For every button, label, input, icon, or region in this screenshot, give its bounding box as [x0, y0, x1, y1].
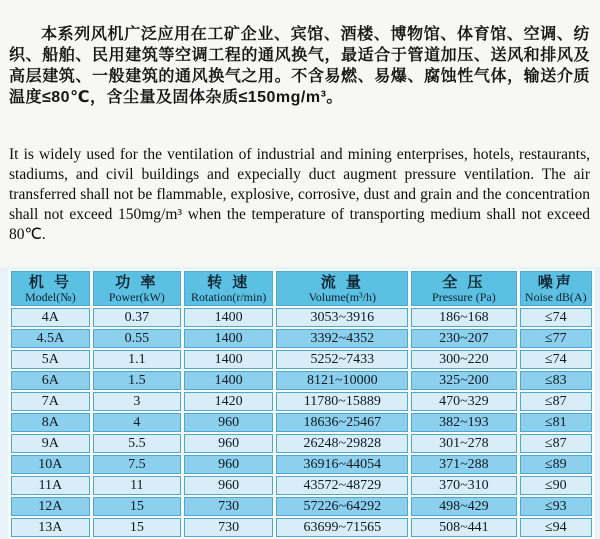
cell-rotation: 960: [184, 455, 273, 474]
col-header-volume-cn: 流 量: [320, 274, 364, 291]
cell-noise: ≤87: [520, 392, 592, 411]
cell-volume: 26248~29828: [276, 434, 408, 453]
cell-pressure: 186~168: [411, 308, 516, 327]
cell-model: 5A: [11, 350, 90, 369]
cell-noise: ≤81: [520, 413, 592, 432]
cell-rotation: 1400: [184, 350, 273, 369]
cell-noise: ≤89: [520, 455, 592, 474]
cell-model: 8A: [11, 413, 90, 432]
spec-table-panel: [0, 267, 600, 539]
cell-noise: ≤90: [520, 476, 592, 495]
cell-volume: 11780~15889: [276, 392, 408, 411]
col-header-volume: [276, 271, 408, 306]
col-header-model-en: Model(№): [24, 290, 76, 304]
cell-model: 4A: [11, 308, 90, 327]
col-header-power-en: Power(kW): [108, 290, 165, 304]
cell-volume: 63699~71565: [276, 518, 408, 537]
table-row: [11, 413, 592, 432]
cell-power: 7.5: [93, 455, 181, 474]
table-row: [11, 455, 592, 474]
col-header-pressure-cn: 全 压: [442, 274, 486, 291]
cell-power: 15: [93, 497, 181, 516]
cell-power: 5.5: [93, 434, 181, 453]
cell-pressure: 382~193: [411, 413, 516, 432]
cell-power: 15: [93, 518, 181, 537]
cell-rotation: 960: [184, 434, 273, 453]
spec-table-body: [11, 308, 592, 537]
col-header-power: [93, 271, 181, 306]
cell-pressure: 370~310: [411, 476, 516, 495]
cell-power: 3: [93, 392, 181, 411]
cell-volume: 8121~10000: [276, 371, 408, 390]
cell-rotation: 1400: [184, 371, 273, 390]
cell-model: 12A: [11, 497, 90, 516]
table-row: [11, 518, 592, 537]
cell-volume: 43572~48729: [276, 476, 408, 495]
cell-power: 1.1: [93, 350, 181, 369]
cell-noise: ≤93: [520, 497, 592, 516]
cell-model: 13A: [11, 518, 90, 537]
cell-power: 0.55: [93, 329, 181, 348]
col-header-rotation-cn: 转 速: [207, 274, 251, 291]
table-row: [11, 308, 592, 327]
cell-pressure: 498~429: [411, 497, 516, 516]
spec-table-header: [11, 271, 592, 306]
cell-model: 10A: [11, 455, 90, 474]
cell-pressure: 230~207: [411, 329, 516, 348]
table-row: [11, 476, 592, 495]
col-header-noise-cn: 噪声: [537, 274, 574, 291]
col-header-rotation-en: Rotation(r/min): [191, 290, 267, 304]
table-row: [11, 497, 592, 516]
cell-volume: 18636~25467: [276, 413, 408, 432]
cell-pressure: 470~329: [411, 392, 516, 411]
cell-pressure: 325~200: [411, 371, 516, 390]
cell-rotation: 960: [184, 476, 273, 495]
cell-rotation: 730: [184, 518, 273, 537]
table-row: [11, 371, 592, 390]
cell-volume: 3053~3916: [276, 308, 408, 327]
cell-noise: ≤94: [520, 518, 592, 537]
cell-pressure: 371~288: [411, 455, 516, 474]
cell-noise: ≤77: [520, 329, 592, 348]
cell-model: 9A: [11, 434, 90, 453]
table-row: [11, 350, 592, 369]
cell-volume: 3392~4352: [276, 329, 408, 348]
cell-rotation: 1400: [184, 329, 273, 348]
cell-power: 0.37: [93, 308, 181, 327]
col-header-pressure-en: Pressure (Pa): [432, 290, 496, 304]
cell-model: 11A: [11, 476, 90, 495]
cell-pressure: 508~441: [411, 518, 516, 537]
col-header-noise-en: Noise dB(A): [524, 290, 587, 304]
cell-model: 4.5A: [11, 329, 90, 348]
cell-rotation: 960: [184, 413, 273, 432]
cell-noise: ≤83: [520, 371, 592, 390]
cell-volume: 36916~44054: [276, 455, 408, 474]
cell-power: 11: [93, 476, 181, 495]
table-row: [11, 392, 592, 411]
cell-pressure: 300~220: [411, 350, 516, 369]
col-header-volume-en: Volume(m³/h): [308, 290, 376, 304]
cell-rotation: 1420: [184, 392, 273, 411]
col-header-rotation: [184, 271, 273, 306]
cell-volume: 57226~64292: [276, 497, 408, 516]
cell-rotation: 730: [184, 497, 273, 516]
col-header-model-cn: 机 号: [28, 274, 72, 291]
cell-volume: 5252~7433: [276, 350, 408, 369]
cell-power: 4: [93, 413, 181, 432]
cell-noise: ≤87: [520, 434, 592, 453]
table-row: [11, 434, 592, 453]
header-row: [11, 271, 592, 306]
cell-rotation: 1400: [184, 308, 273, 327]
cell-model: 6A: [11, 371, 90, 390]
col-header-noise: [520, 271, 592, 306]
cell-model: 7A: [11, 392, 90, 411]
cell-power: 1.5: [93, 371, 181, 390]
col-header-model: [11, 271, 90, 306]
intro-english: It is widely used for the ventilation of industrial and mining enterprises, hotels, restaurants, stadiums, and civil buildings and expecially duct augment pressure ventilation. The air transferred shall not be flammable, explosive, corrosive, dust and grain and the concentration shall not exceed 150mg/m³ when the temperature of transporting medium shall not exceed 80℃.: [9, 145, 590, 243]
col-header-power-cn: 功 率: [115, 274, 159, 291]
cell-noise: ≤74: [520, 308, 592, 327]
spec-table: [8, 269, 595, 539]
col-header-pressure: [411, 271, 516, 306]
intro-chinese: 本系列风机广泛应用在工矿企业、宾馆、酒楼、博物馆、体育馆、空调、纺织、船舶、民用建筑等空调工程的通风换气，最适合于管道加压、送风和排风及高层建筑、一般建筑的通风换气之用。不含易燃、易爆、腐蚀性气体，输送介质温度≤80℃，含尘量及固体杂质≤150mg/m³。: [9, 26, 590, 106]
table-row: [11, 329, 592, 348]
cell-noise: ≤74: [520, 350, 592, 369]
cell-pressure: 301~278: [411, 434, 516, 453]
